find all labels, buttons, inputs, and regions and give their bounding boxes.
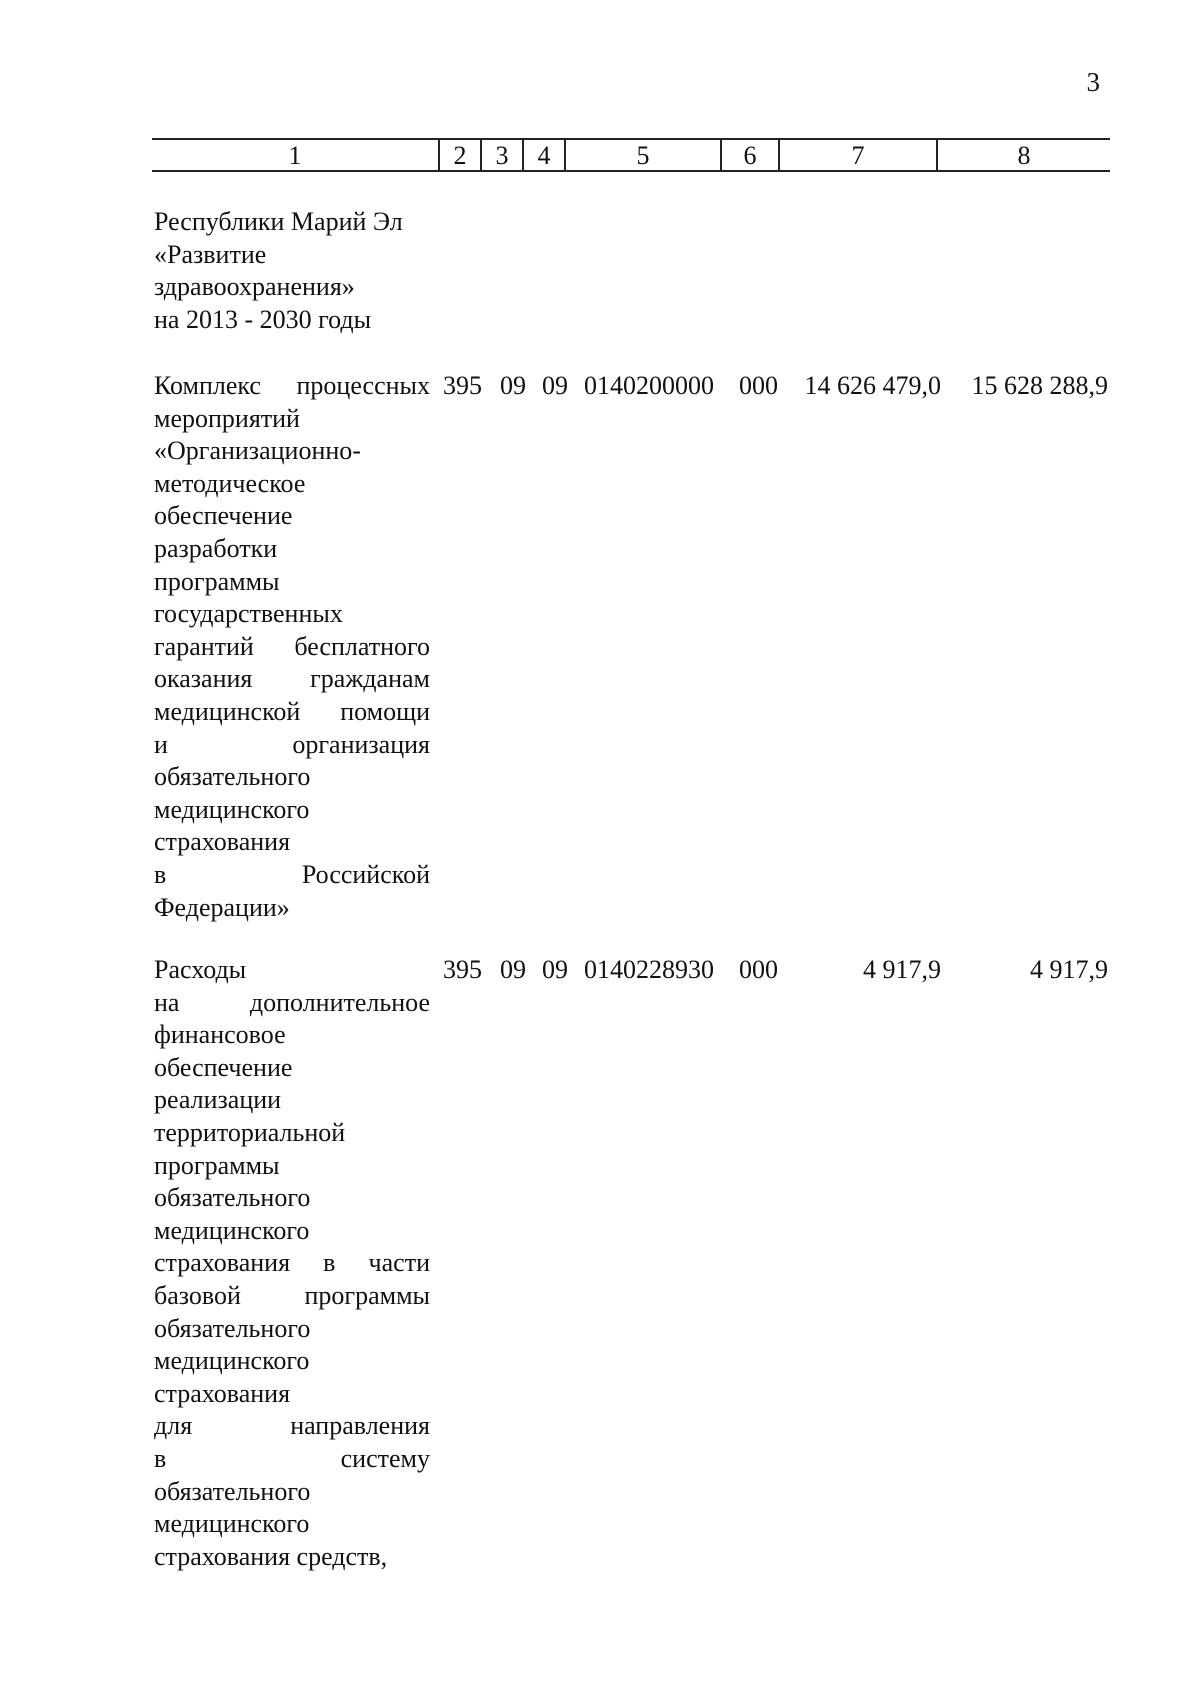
row-name-line: для направления [154, 1411, 430, 1441]
row-name-line: базовой программы [154, 1280, 430, 1310]
header-col-2: 2 [438, 140, 480, 170]
row-name-line: медицинского [154, 1346, 310, 1376]
column-number-header [152, 138, 1110, 172]
cell-section: 09 [500, 371, 526, 400]
header-col-5: 5 [564, 140, 720, 170]
row-name-line: разработки [154, 533, 278, 563]
row-name-line: обязательного [154, 1183, 311, 1213]
header-col-8: 8 [936, 140, 1110, 170]
row-name-line: в Российской [154, 859, 430, 889]
row-name [154, 206, 430, 336]
header-col-4: 4 [522, 140, 564, 170]
cell-amount-col7: 4 917,9 [863, 955, 941, 984]
cell-admin-code: 395 [443, 955, 482, 984]
row-name-line: страхования средств, [154, 1541, 388, 1571]
row-name-line: обязательного [154, 1313, 311, 1343]
row-name-line: здравоохранения» [154, 272, 355, 302]
row-name-line: территориальной [154, 1117, 346, 1147]
cell-admin-code: 395 [443, 371, 482, 400]
row-name-line: «Развитие [154, 239, 267, 269]
row-name-line: страхования [154, 1378, 291, 1408]
row-name-line: Республики Марий Эл [154, 207, 403, 236]
cell-subsection: 09 [542, 371, 568, 400]
row-name-line: на 2013 - 2030 годы [154, 304, 372, 334]
page-number: 3 [1086, 67, 1100, 97]
row-name-line: Расходы [154, 955, 247, 984]
header-col-1: 1 [288, 141, 302, 170]
row-name-line: на дополнительное [154, 987, 430, 1017]
row-name-line: программы [154, 1150, 280, 1180]
row-name-line: оказания гражданам [154, 664, 430, 694]
cell-expense-type: 000 [739, 371, 778, 400]
cell-section: 09 [500, 955, 526, 984]
row-name-line: гарантий бесплатного [154, 631, 430, 661]
cell-subsection: 09 [542, 955, 568, 984]
header-col-3: 3 [480, 140, 522, 170]
cell-target-article: 0140228930 [584, 955, 714, 984]
row-name-line: мероприятий [154, 403, 300, 433]
row-name-line: страхования [154, 827, 291, 857]
row-name-line: в систему [154, 1443, 430, 1473]
row-name-line: страхования в части [154, 1248, 430, 1278]
header-col-7: 7 [778, 140, 936, 170]
row-name-line: Комплекс процессных [154, 371, 430, 400]
cell-amount-col8: 15 628 288,9 [971, 371, 1108, 400]
row-name-line: Федерации» [154, 892, 290, 922]
row-name [154, 370, 430, 924]
row-name-line: «Организационно- [154, 436, 361, 466]
row-name-line: реализации [154, 1085, 282, 1115]
row-name-line: медицинского [154, 794, 310, 824]
row-name-line: обязательного [154, 762, 311, 792]
row-name [154, 954, 430, 1573]
row-name-line: медицинской помощи [154, 696, 430, 726]
row-name-line: обязательного [154, 1476, 311, 1506]
row-name-line: государственных [154, 599, 343, 629]
cell-amount-col7: 14 626 479,0 [804, 371, 941, 400]
row-name-line: медицинского [154, 1215, 310, 1245]
row-name-line: финансовое [154, 1020, 286, 1050]
row-name-line: обеспечение [154, 501, 293, 531]
row-name-line: обеспечение [154, 1052, 293, 1082]
row-name-line: программы [154, 566, 280, 596]
header-col-6: 6 [720, 140, 778, 170]
row-name-line: медицинского [154, 1509, 310, 1539]
row-name-line: и организация [154, 729, 430, 759]
cell-expense-type: 000 [739, 955, 778, 984]
cell-target-article: 0140200000 [584, 371, 714, 400]
cell-amount-col8: 4 917,9 [1030, 955, 1108, 984]
row-name-line: методическое [154, 468, 306, 498]
